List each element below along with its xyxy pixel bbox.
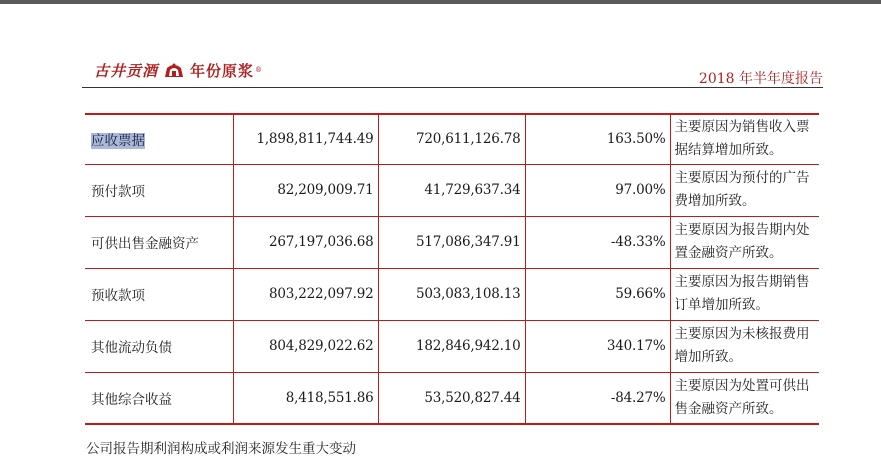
table-row xyxy=(85,320,819,372)
balance-change-table xyxy=(85,113,819,425)
reason-cell: 主要原因为报告期内处置金融资产所致。 xyxy=(670,216,819,268)
previous-amount-cell: 517,086,347.91 xyxy=(378,216,525,268)
previous-amount-cell: 720,611,126.78 xyxy=(378,114,525,164)
table-row xyxy=(85,216,819,268)
logo-text-gujing: 古井贡酒 xyxy=(94,61,159,80)
previous-amount-cell: 503,083,108.13 xyxy=(378,268,525,320)
previous-amount-cell: 53,520,827.44 xyxy=(378,372,525,424)
current-amount-cell: 803,222,097.92 xyxy=(233,268,378,320)
table-row xyxy=(85,268,819,320)
reason-cell: 主要原因为未核报费用增加所致。 xyxy=(670,320,819,372)
item-cell: 可供出售金融资产 xyxy=(85,216,233,268)
logo-registered-mark: ® xyxy=(255,66,263,74)
change-percent-cell: -48.33% xyxy=(525,216,670,268)
current-amount-cell: 1,898,811,744.49 xyxy=(233,114,378,164)
table-row xyxy=(85,372,819,424)
current-amount-cell: 804,829,022.62 xyxy=(233,320,378,372)
change-percent-cell: 163.50% xyxy=(525,114,670,164)
previous-amount-cell: 182,846,942.10 xyxy=(378,320,525,372)
report-title: 2018 年半年度报告 xyxy=(698,71,823,87)
item-cell[interactable] xyxy=(85,114,233,164)
previous-amount-cell: 41,729,637.34 xyxy=(378,164,525,216)
reason-cell: 主要原因为处置可供出售金融资产所致。 xyxy=(670,372,819,424)
change-percent-cell: 59.66% xyxy=(525,268,670,320)
item-cell: 预付款项 xyxy=(85,164,233,216)
section-heading-profit-change: 公司报告期利润构成或利润来源发生重大变动 xyxy=(86,441,356,457)
reason-cell: 主要原因为预付的广告费增加所致。 xyxy=(670,164,819,216)
company-logo xyxy=(94,58,262,82)
header-divider xyxy=(82,87,823,88)
item-cell: 预收款项 xyxy=(85,268,233,320)
item-cell: 其他流动负债 xyxy=(85,320,233,372)
table-row xyxy=(85,114,819,164)
current-amount-cell: 267,197,036.68 xyxy=(233,216,378,268)
selected-text[interactable]: 应收票据 xyxy=(91,133,145,150)
reason-cell: 主要原因为销售收入票据结算增加所致。 xyxy=(670,114,819,164)
reason-cell: 主要原因为报告期销售订单增加所致。 xyxy=(670,268,819,320)
change-percent-cell: 97.00% xyxy=(525,164,670,216)
current-amount-cell: 8,418,551.86 xyxy=(233,372,378,424)
change-percent-cell: -84.27% xyxy=(525,372,670,424)
window-top-bar xyxy=(0,0,881,4)
current-amount-cell: 82,209,009.71 xyxy=(233,164,378,216)
logo-emblem-icon xyxy=(163,61,185,79)
table-row xyxy=(85,164,819,216)
change-percent-cell: 340.17% xyxy=(525,320,670,372)
item-cell: 其他综合收益 xyxy=(85,372,233,424)
logo-text-nianfen: 年份原浆 xyxy=(190,61,255,80)
